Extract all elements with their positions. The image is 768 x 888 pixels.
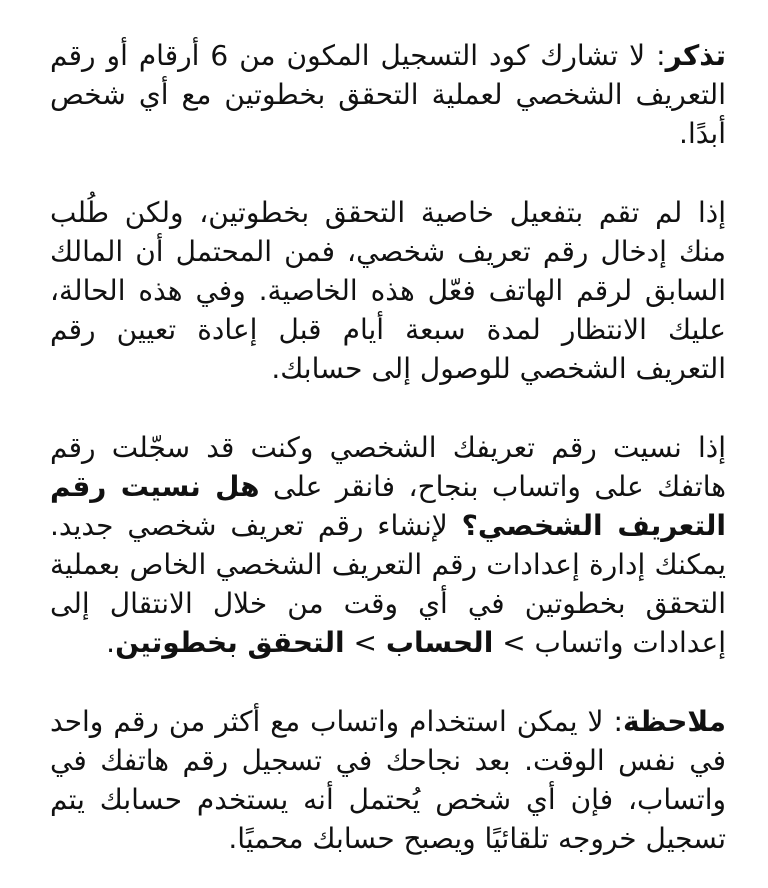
reminder-text: لا تشارك كود التسجيل المكون من 6 أرقام أو رقم التعريف الشخصي لعملية التحقق بخطوتين مع أي شخص أبدًا. [50, 39, 726, 150]
path-separator: > [344, 626, 386, 659]
reminder-separator: : [645, 39, 666, 72]
note-label: ملاحظة [622, 705, 726, 738]
two-step-path-label: التحقق بخطوتين [115, 626, 345, 659]
reminder-paragraph [50, 36, 726, 153]
forgot-pin-paragraph [50, 428, 726, 662]
previous-owner-paragraph [50, 193, 726, 388]
reminder-label: تذكر [665, 39, 726, 72]
forgot-pin-end: . [106, 626, 116, 659]
forgot-pin-link[interactable]: هل نسيت رقم التعريف الشخصي؟ [50, 470, 726, 542]
note-separator: : [603, 705, 623, 738]
previous-owner-text: إذا لم تقم بتفعيل خاصية التحقق بخطوتين، ولكن طُلب منك إدخال رقم تعريف شخصي، فمن المحتمل أن المالك السابق لرقم الهاتف فعّل هذه الخاصية. وفي هذه الحالة، عليك الانتظار لمدة سبعة أيام قبل إعادة تعيين رقم التعريف الشخصي للوصول إلى حسابك. [50, 196, 726, 385]
note-paragraph [50, 702, 726, 858]
forgot-pin-text-middle: لإنشاء رقم تعريف شخصي جديد. يمكنك إدارة إعدادات رقم التعريف الشخصي الخاص بعملية التحقق بخطوتين في أي وقت من خلال الانتقال إلى إعدادات واتساب > [50, 509, 726, 659]
note-text: لا يمكن استخدام واتساب مع أكثر من رقم واحد في نفس الوقت. بعد نجاحك في تسجيل رقم هاتفك في واتساب، فإن أي شخص يُحتمل أنه يستخدم حسابك يتم تسجيل خروجه تلقائيًا ويصبح حسابك محميًا. [50, 705, 726, 855]
forgot-pin-text-start: إذا نسيت رقم تعريفك الشخصي وكنت قد سجّلت رقم هاتفك على واتساب بنجاح، فانقر على [50, 431, 726, 503]
account-path-label: الحساب [385, 626, 494, 659]
